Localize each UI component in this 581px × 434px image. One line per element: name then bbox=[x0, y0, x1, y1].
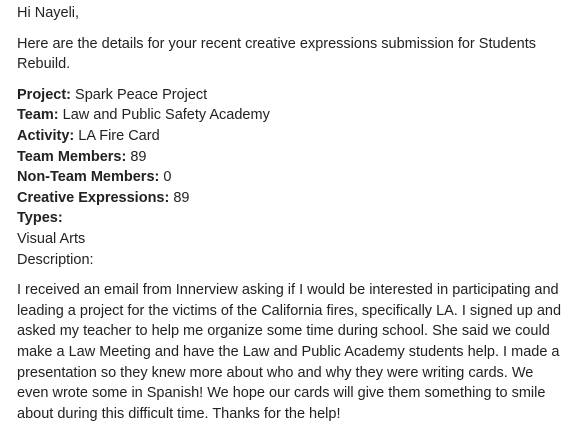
detail-value: 89 bbox=[173, 189, 190, 206]
detail-label: Types: bbox=[17, 210, 63, 227]
detail-team bbox=[17, 105, 562, 126]
detail-team-members bbox=[17, 147, 562, 168]
detail-project bbox=[17, 85, 562, 106]
intro-text: Here are the details for your recent creative expressions submission for Students Rebuild. bbox=[17, 35, 537, 73]
detail-label: Activity: bbox=[17, 127, 75, 144]
greeting: Hi Nayeli, bbox=[17, 5, 80, 21]
detail-types bbox=[17, 208, 562, 229]
detail-label: Project: bbox=[17, 86, 71, 103]
detail-label: Team Members: bbox=[17, 148, 127, 165]
detail-creative-expressions bbox=[17, 188, 562, 209]
detail-value: Law and Public Safety Academy bbox=[62, 107, 270, 124]
detail-activity bbox=[17, 126, 562, 147]
detail-label: Team: bbox=[17, 107, 59, 124]
detail-value: 0 bbox=[163, 169, 172, 186]
submission-details bbox=[17, 85, 562, 270]
detail-non-team-members bbox=[17, 167, 562, 188]
description-text: I received an email from Innerview asking if I would be interested in participating and leading a project for the victims of the California fires, specifically LA. I signed up and asked my teacher to help me organize some time during school. She said we could make a Law Meeting and have the Law and Public Academy students help. I made a presentation so they knew more about who and why they were writing cards. We even wrote some in Spanish! We hope our cards will give them something to smile about during this difficult time. Thanks for the help! bbox=[17, 282, 562, 422]
detail-value: Spark Peace Project bbox=[75, 86, 208, 103]
detail-value: LA Fire Card bbox=[78, 127, 160, 144]
detail-description-label: Description: bbox=[17, 251, 94, 268]
detail-label: Creative Expressions: bbox=[17, 189, 170, 206]
detail-value: 89 bbox=[130, 148, 147, 165]
detail-label: Non-Team Members: bbox=[17, 169, 160, 186]
detail-types-value: Visual Arts bbox=[17, 230, 86, 247]
